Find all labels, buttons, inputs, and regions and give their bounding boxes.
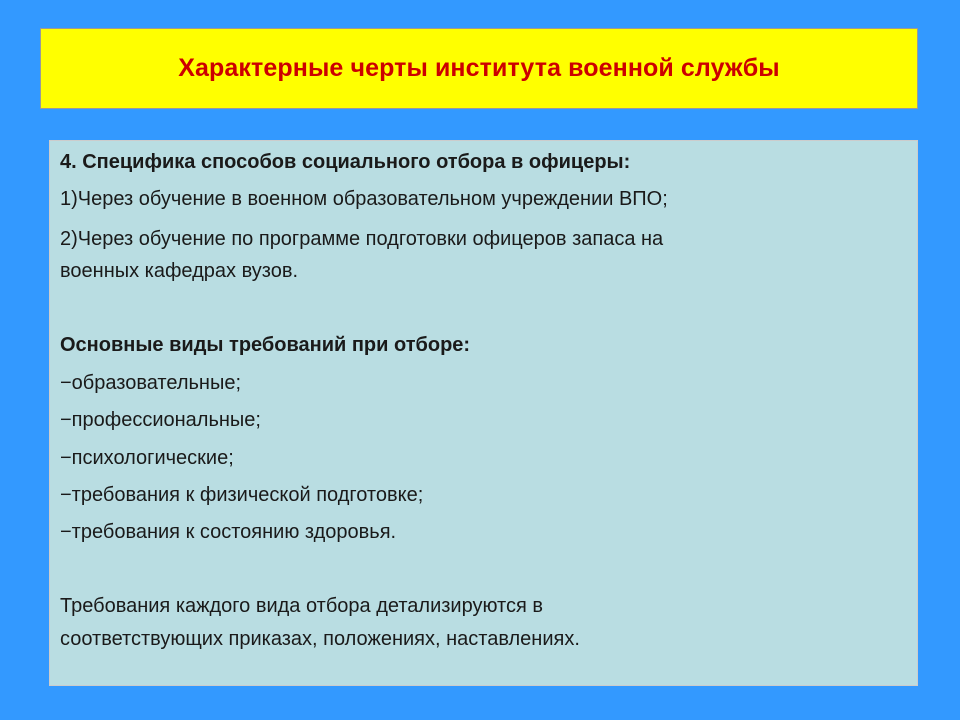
- requirement-item: −профессиональные;: [60, 409, 261, 431]
- method-item-2-continued: военных кафедрах вузов.: [60, 260, 299, 282]
- conclusion-line-1: Требования каждого вида отбора детализируются в: [60, 595, 543, 617]
- requirement-item: −образовательные;: [60, 372, 242, 394]
- content-panel: [49, 140, 918, 686]
- conclusion-line-2: соответствующих приказах, положениях, наставлениях.: [60, 628, 580, 650]
- requirement-item: −психологические;: [60, 447, 234, 469]
- title-banner: [40, 28, 918, 109]
- section-heading: 4. Специфика способов социального отбора в офицеры:: [60, 151, 631, 173]
- requirement-item: −требования к физической подготовке;: [60, 484, 424, 506]
- method-item-1: 1)Через обучение в военном образовательном учреждении ВПО;: [60, 188, 668, 210]
- requirement-item: −требования к состоянию здоровья.: [60, 521, 397, 543]
- method-item-2: 2)Через обучение по программе подготовки офицеров запаса на: [60, 228, 664, 250]
- slide-title: Характерные черты института военной службы: [178, 54, 780, 82]
- requirements-heading: Основные виды требований при отборе:: [60, 334, 471, 356]
